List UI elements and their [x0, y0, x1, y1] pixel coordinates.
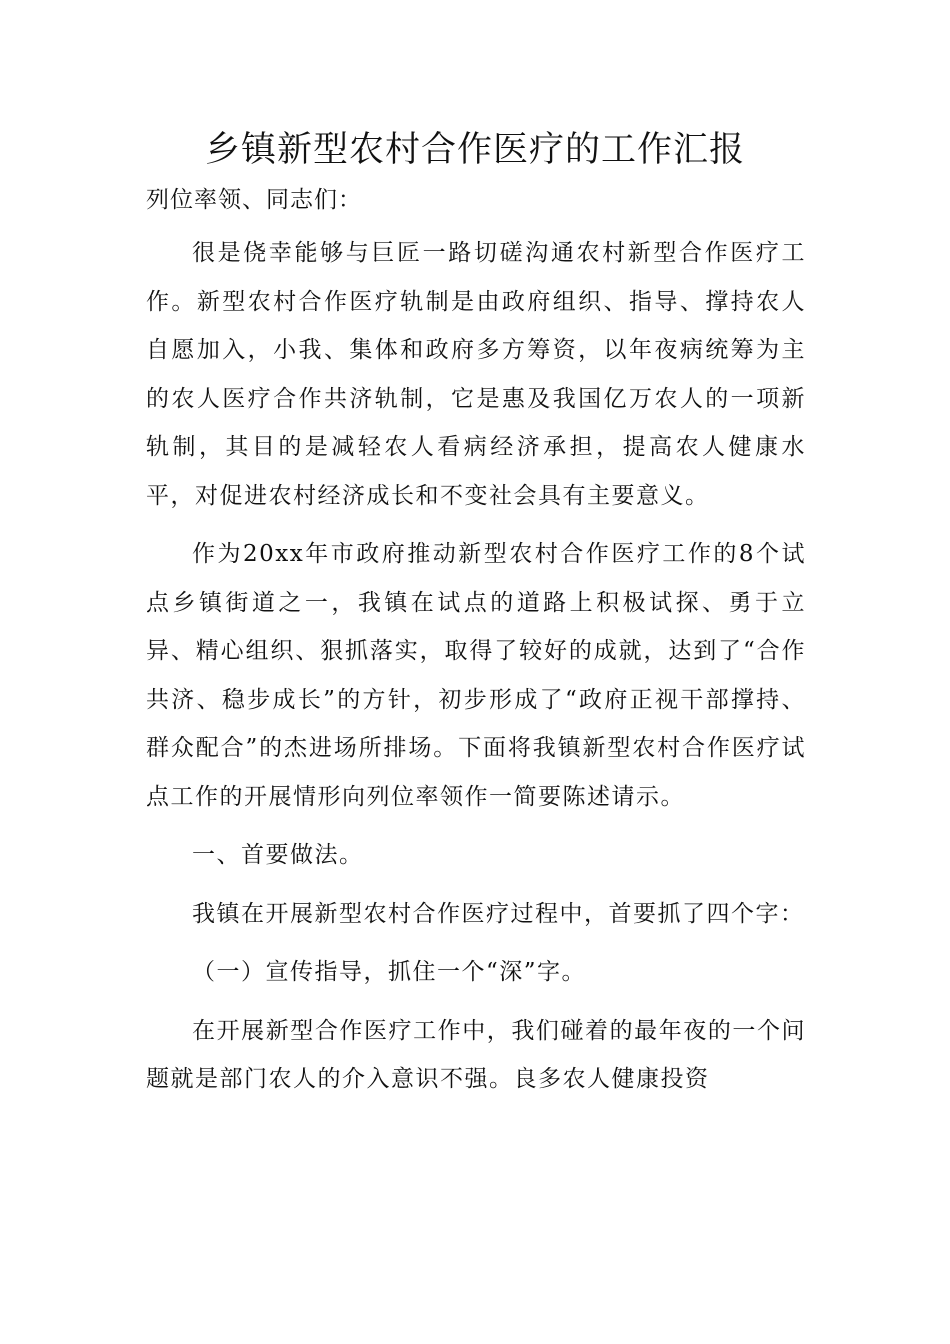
paragraph-pilot: 作为20xx年市政府推动新型农村合作医疗工作的8个试点乡镇街道之一，我镇在试点的道路上积极试探、勇于立异、精心组织、狠抓落实，取得了较好的成就，达到了“合作共济、稳步成长”的方针，初步形成了“政府正视干部撑持、群众配合”的杰进场所排场。下面将我镇新型农村合作医疗试点工作的开展情形向列位率领作一简要陈述请示。	[146, 541, 806, 810]
section-heading-main-practices: 一、首要做法。	[192, 842, 364, 868]
subheading-publicity: （一）宣传指导，抓住一个“深”字。	[192, 959, 587, 985]
paragraph-publicity: 在开展新型合作医疗工作中，我们碰着的最年夜的一个问题就是部门农人的介入意识不强。良多农人健康投资	[146, 1017, 806, 1092]
document-body	[146, 229, 806, 1114]
paragraph-four-words: 我镇在开展新型农村合作医疗过程中，首要抓了四个字：	[192, 900, 805, 927]
paragraph-intro: 很是侥幸能够与巨匠一路切磋沟通农村新型合作医疗工作。新型农村合作医疗轨制是由政府组织、指导、撑持农人自愿加入，小我、集体和政府多方筹资，以年夜病统筹为主的农人医疗合作共济轨制，它是惠及我国亿万农人的一项新轨制，其目的是减轻农人看病经济承担，提高农人健康水平，对促进农村经济成长和不变社会具有主要意义。	[146, 240, 806, 509]
document-title: 乡镇新型农村合作医疗的工作汇报	[204, 130, 745, 170]
salutation: 列位率领、同志们：	[146, 187, 362, 213]
